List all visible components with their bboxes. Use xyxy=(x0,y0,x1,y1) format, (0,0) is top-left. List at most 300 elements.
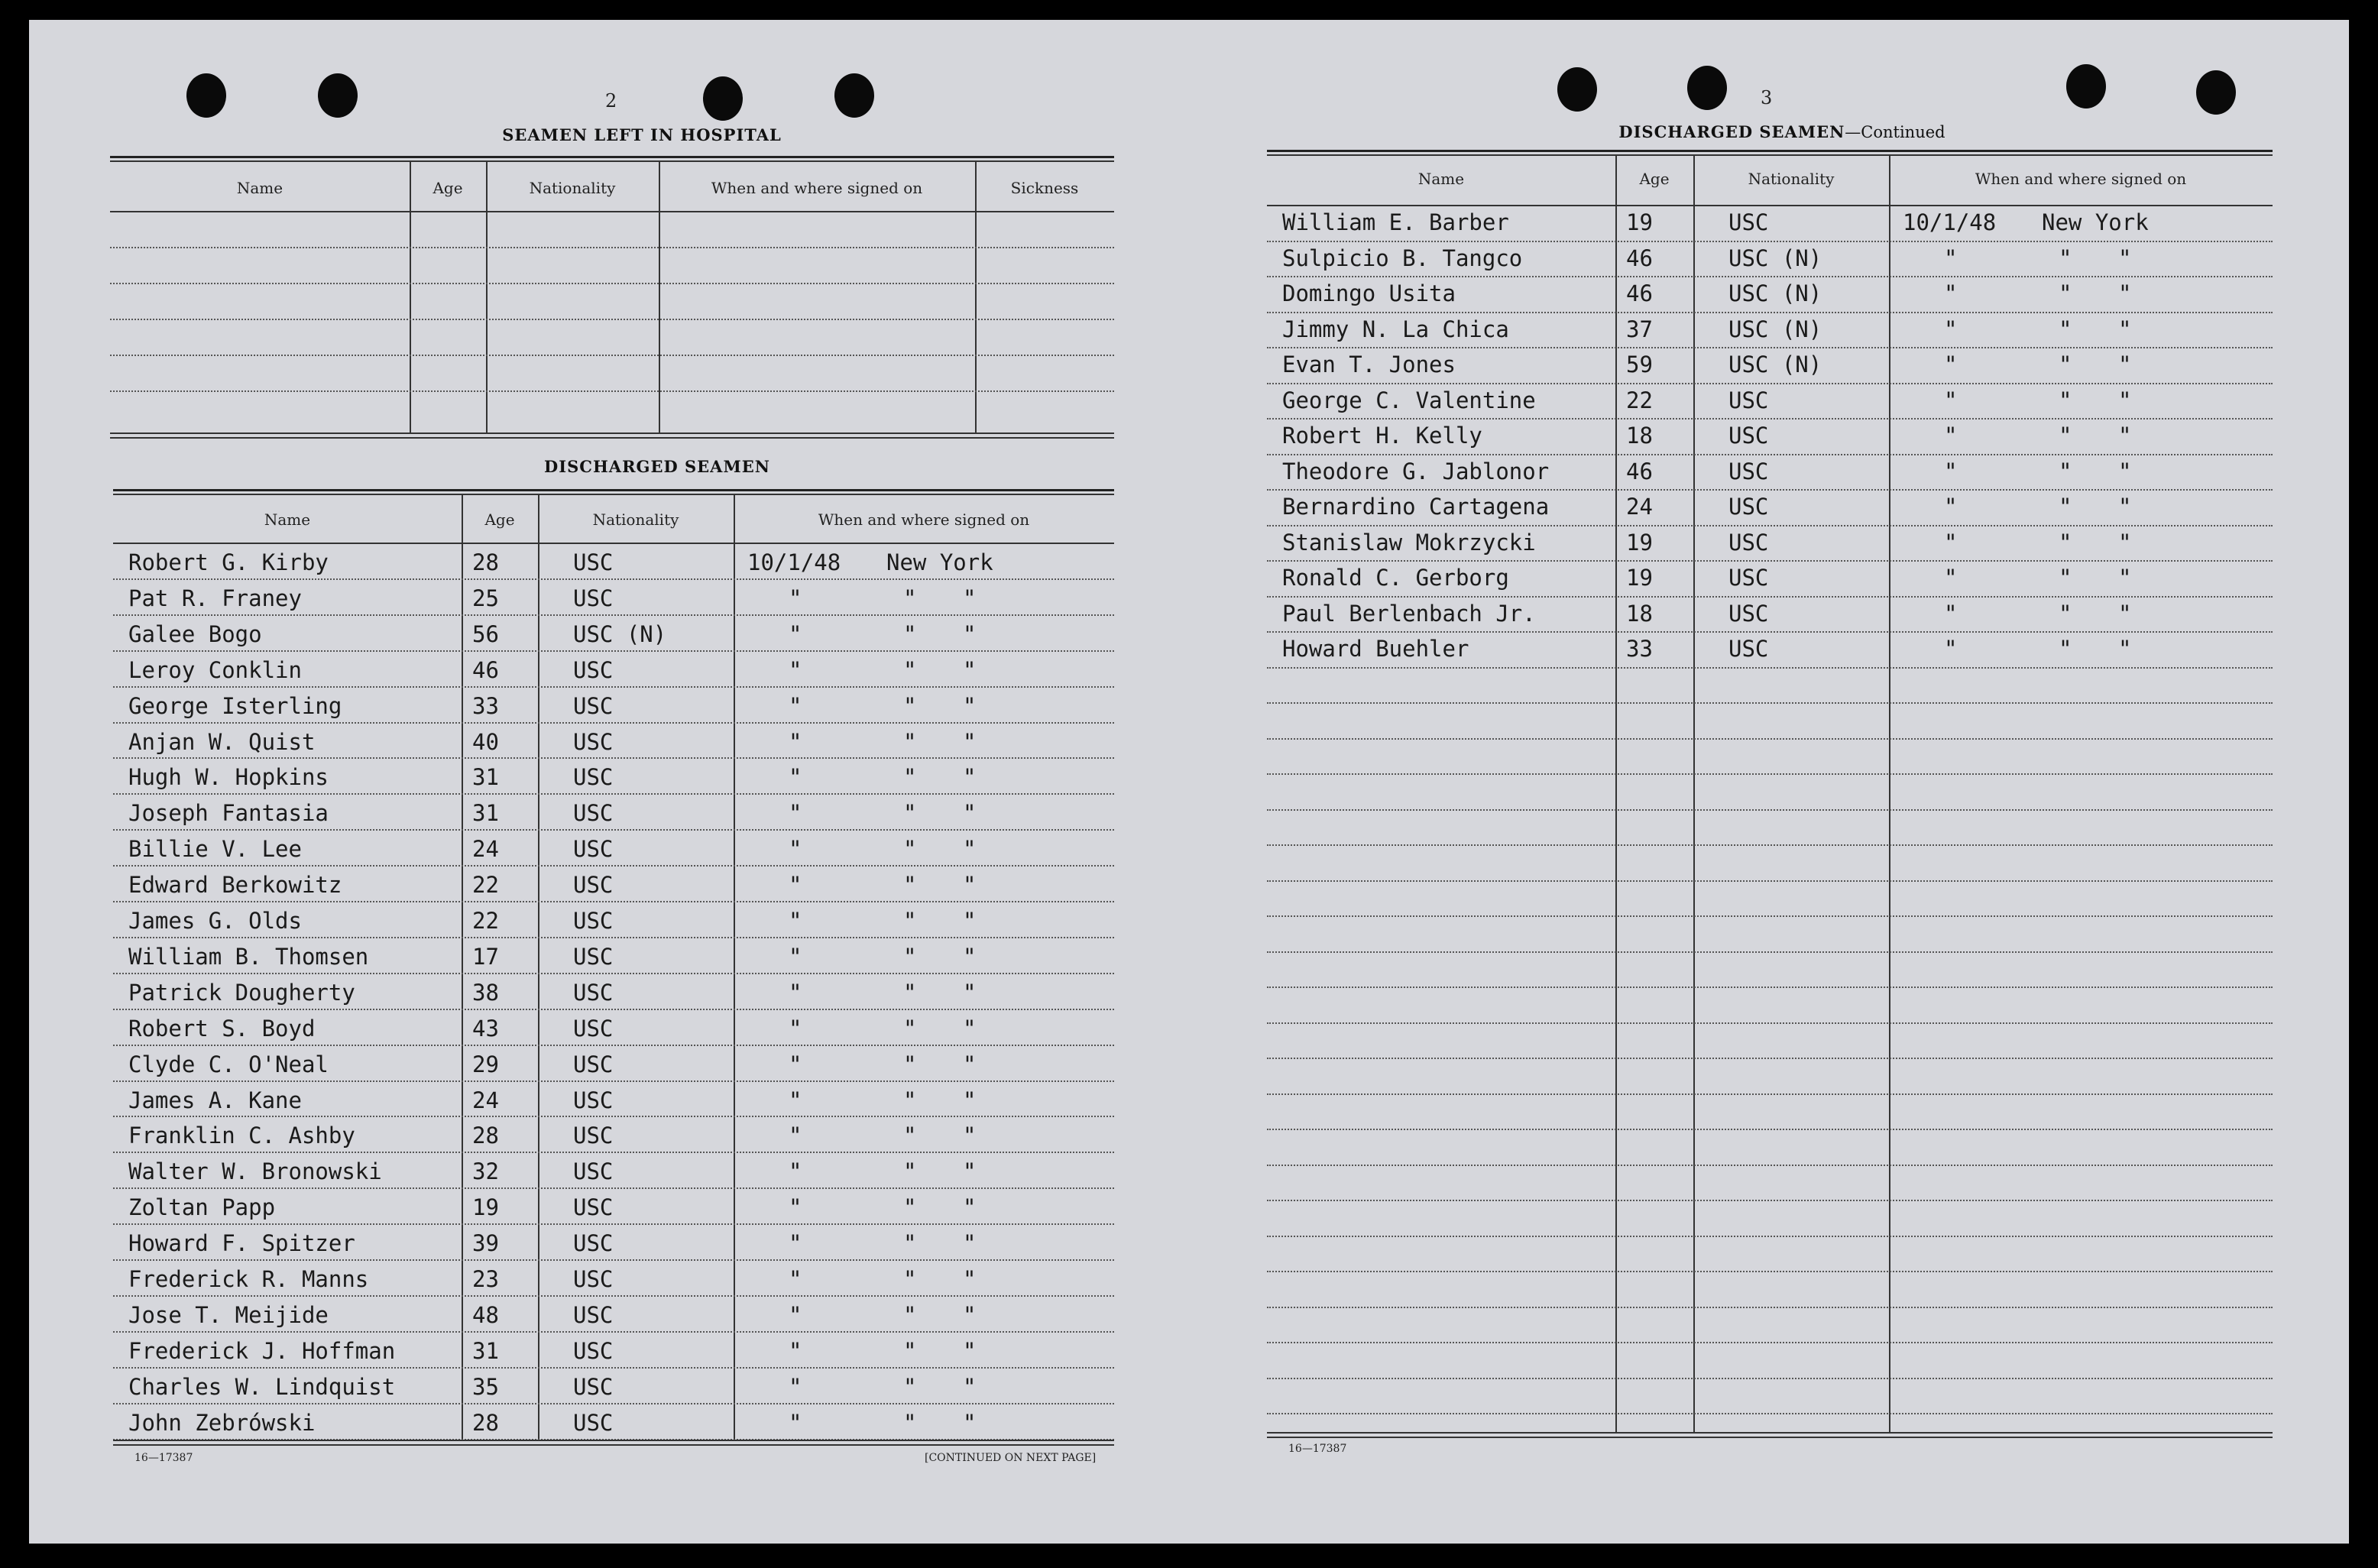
ditto-mark: " xyxy=(963,1230,977,1257)
row-rule xyxy=(1267,489,2273,492)
seaman-nationality: USC xyxy=(1728,529,1769,556)
discharged-cont-title-suffix: —Continued xyxy=(1845,123,1945,141)
row-rule xyxy=(113,1367,1114,1370)
ditto-mark: " xyxy=(2118,600,2132,627)
seaman-name: James A. Kane xyxy=(128,1087,302,1113)
seaman-age: 59 xyxy=(1626,352,1653,377)
signed-on-place: " xyxy=(903,1051,917,1077)
table-header-rule xyxy=(1267,205,2273,206)
signed-on-date: " xyxy=(1944,352,1958,377)
seaman-nationality: USC xyxy=(573,764,614,791)
punch-hole xyxy=(1557,67,1597,112)
seaman-age: 39 xyxy=(472,1230,499,1257)
seaman-age: 28 xyxy=(472,549,499,575)
row-rule xyxy=(113,1009,1114,1012)
row-rule xyxy=(113,578,1114,582)
seaman-nationality: USC xyxy=(573,728,614,755)
seaman-nationality: USC xyxy=(573,800,614,827)
row-rule xyxy=(110,247,1114,250)
signed-on-place: " xyxy=(2059,245,2072,271)
ditto-mark: " xyxy=(2118,529,2132,556)
seaman-age: 48 xyxy=(472,1301,499,1328)
row-rule xyxy=(110,355,1114,358)
ditto-mark: " xyxy=(963,620,977,647)
table-top-rule xyxy=(1267,150,2273,152)
page-number: 2 xyxy=(605,90,617,112)
signed-on-place: " xyxy=(903,979,917,1006)
table-bottom-rule-inner xyxy=(1267,1437,2273,1438)
signed-on-date: 10/1/48 xyxy=(747,549,841,575)
seaman-age: 31 xyxy=(472,800,499,827)
punch-hole xyxy=(318,73,358,118)
signed-on-date: " xyxy=(1944,245,1958,271)
row-rule xyxy=(1267,773,2273,776)
punch-hole xyxy=(1687,66,1727,110)
row-rule xyxy=(113,973,1114,976)
seaman-age: 46 xyxy=(1626,245,1653,271)
signed-on-place: " xyxy=(903,1015,917,1042)
signed-on-place: " xyxy=(903,943,917,970)
signed-on-place: " xyxy=(903,1337,917,1364)
row-rule xyxy=(113,937,1114,940)
ditto-mark: " xyxy=(963,1158,977,1185)
column-header-age: Age xyxy=(484,510,515,529)
page-number: 3 xyxy=(1761,87,1773,109)
ditto-mark: " xyxy=(2118,352,2132,377)
signed-on-place: " xyxy=(2059,494,2072,520)
signed-on-place: " xyxy=(2059,316,2072,342)
row-rule xyxy=(1267,383,2273,386)
table-top-rule-inner xyxy=(113,494,1114,495)
punch-hole xyxy=(834,73,874,118)
signed-on-date: " xyxy=(789,1194,802,1221)
seaman-nationality: USC xyxy=(573,1158,614,1185)
row-rule xyxy=(113,829,1114,832)
seaman-age: 18 xyxy=(1626,600,1653,627)
signed-on-place: " xyxy=(2059,565,2072,591)
seaman-name: Frederick R. Manns xyxy=(128,1266,369,1292)
seaman-name: Sulpicio B. Tangco xyxy=(1282,245,1523,271)
row-rule xyxy=(1267,1129,2273,1132)
signed-on-date: " xyxy=(789,908,802,934)
continued-note: [CONTINUED ON NEXT PAGE] xyxy=(925,1452,1097,1464)
seaman-age: 28 xyxy=(472,1123,499,1149)
row-rule xyxy=(113,686,1114,689)
table-bottom-rule-inner xyxy=(113,1444,1114,1446)
signed-on-place: " xyxy=(2059,458,2072,484)
seaman-age: 19 xyxy=(472,1194,499,1221)
row-rule xyxy=(1267,1165,2273,1168)
ditto-mark: " xyxy=(2118,494,2132,520)
row-rule xyxy=(1267,915,2273,918)
seaman-name: Pat R. Franey xyxy=(128,585,302,611)
seaman-name: Jose T. Meijide xyxy=(128,1301,329,1328)
seaman-age: 37 xyxy=(1626,316,1653,342)
signed-on-place: " xyxy=(903,620,917,647)
signed-on-date: " xyxy=(789,692,802,719)
seaman-name: Charles W. Lindquist xyxy=(128,1373,396,1400)
signed-on-place: " xyxy=(903,1123,917,1149)
row-rule xyxy=(1267,809,2273,812)
signed-on-place: " xyxy=(903,1266,917,1292)
punch-hole xyxy=(2196,70,2236,115)
seaman-name: Franklin C. Ashby xyxy=(128,1123,355,1149)
row-rule xyxy=(113,1187,1114,1191)
signed-on-date: " xyxy=(789,979,802,1006)
ditto-mark: " xyxy=(2118,245,2132,271)
row-rule xyxy=(113,650,1114,653)
signed-on-place: " xyxy=(903,1194,917,1221)
signed-on-place: " xyxy=(2059,352,2072,377)
seaman-name: William E. Barber xyxy=(1282,209,1509,235)
ditto-mark: " xyxy=(2118,458,2132,484)
ditto-mark: " xyxy=(963,692,977,719)
signed-on-date: " xyxy=(789,1337,802,1364)
seaman-name: Edward Berkowitz xyxy=(128,872,342,899)
seaman-nationality: USC xyxy=(573,1051,614,1077)
signed-on-date: " xyxy=(789,1230,802,1257)
seaman-age: 18 xyxy=(1626,423,1653,449)
row-rule xyxy=(1267,631,2273,634)
seaman-age: 31 xyxy=(472,1337,499,1364)
column-header-nationality: Nationality xyxy=(529,179,616,197)
seaman-nationality: USC xyxy=(1728,423,1769,449)
signed-on-date: " xyxy=(789,1301,802,1328)
signed-on-date: " xyxy=(1944,529,1958,556)
seaman-name: Leroy Conklin xyxy=(128,656,302,683)
ditto-mark: " xyxy=(2118,565,2132,591)
row-rule xyxy=(113,757,1114,760)
seaman-nationality: USC xyxy=(573,1123,614,1149)
signed-on-place: " xyxy=(903,1087,917,1113)
seaman-name: Ronald C. Gerborg xyxy=(1282,565,1509,591)
signed-on-date: " xyxy=(1944,280,1958,306)
signed-on-date: " xyxy=(1944,600,1958,627)
seaman-name: Anjan W. Quist xyxy=(128,728,316,755)
row-rule xyxy=(1267,1093,2273,1097)
seaman-age: 33 xyxy=(1626,636,1653,662)
seaman-name: Zoltan Papp xyxy=(128,1194,276,1221)
seaman-nationality: USC xyxy=(573,1194,614,1221)
column-header-name: Name xyxy=(236,179,283,197)
signed-on-place: " xyxy=(903,764,917,791)
signed-on-date: " xyxy=(789,585,802,611)
signed-on-date: " xyxy=(789,1373,802,1400)
column-header-name: Name xyxy=(264,510,311,529)
seaman-nationality: USC (N) xyxy=(573,620,667,647)
column-header-when-and-where-signed-on: When and where signed on xyxy=(818,510,1030,529)
row-rule xyxy=(1267,1271,2273,1274)
seaman-name: Paul Berlenbach Jr. xyxy=(1282,600,1536,627)
seaman-nationality: USC xyxy=(573,1301,614,1328)
signed-on-place: " xyxy=(2059,529,2072,556)
discharged-title: DISCHARGED SEAMEN xyxy=(544,457,770,476)
row-rule xyxy=(1267,1413,2273,1416)
seaman-name: Domingo Usita xyxy=(1282,280,1456,306)
signed-on-place: " xyxy=(2059,423,2072,449)
seaman-name: James G. Olds xyxy=(128,908,302,934)
signed-on-place: " xyxy=(2059,636,2072,662)
column-header-when-and-where-signed-on: When and where signed on xyxy=(711,179,923,197)
ditto-mark: " xyxy=(963,764,977,791)
row-rule xyxy=(113,1259,1114,1262)
signed-on-place: " xyxy=(903,836,917,863)
row-rule xyxy=(113,1080,1114,1084)
seaman-name: Patrick Dougherty xyxy=(128,979,355,1006)
seaman-name: Robert H. Kelly xyxy=(1282,423,1482,449)
seaman-age: 22 xyxy=(472,908,499,934)
seaman-age: 25 xyxy=(472,585,499,611)
column-header-sickness: Sickness xyxy=(1010,179,1079,197)
signed-on-date: " xyxy=(789,872,802,899)
seaman-nationality: USC xyxy=(1728,209,1769,235)
signed-on-place: " xyxy=(903,656,917,683)
row-rule xyxy=(1267,560,2273,563)
seaman-name: Clyde C. O'Neal xyxy=(128,1051,329,1077)
seaman-age: 46 xyxy=(1626,458,1653,484)
table-header-rule xyxy=(110,211,1114,212)
seaman-nationality: USC xyxy=(573,1230,614,1257)
signed-on-place: " xyxy=(903,1373,917,1400)
signed-on-date: " xyxy=(789,728,802,755)
ditto-mark: " xyxy=(963,585,977,611)
signed-on-place: " xyxy=(903,1230,917,1257)
row-rule xyxy=(1267,1307,2273,1310)
seaman-nationality: USC xyxy=(573,836,614,863)
ditto-mark: " xyxy=(963,1337,977,1364)
seaman-nationality: USC xyxy=(573,979,614,1006)
seaman-name: Robert G. Kirby xyxy=(128,549,329,575)
ditto-mark: " xyxy=(963,908,977,934)
signed-on-date: " xyxy=(1944,565,1958,591)
row-rule xyxy=(1267,1022,2273,1025)
row-rule xyxy=(1267,596,2273,599)
row-rule xyxy=(113,614,1114,617)
seaman-age: 29 xyxy=(472,1051,499,1077)
seaman-name: Jimmy N. La Chica xyxy=(1282,316,1509,342)
seaman-age: 19 xyxy=(1626,565,1653,591)
signed-on-place: " xyxy=(903,1301,917,1328)
ditto-mark: " xyxy=(963,1051,977,1077)
seaman-age: 19 xyxy=(1626,209,1653,235)
row-rule xyxy=(1267,454,2273,457)
row-rule xyxy=(110,283,1114,286)
row-rule xyxy=(113,901,1114,904)
punch-hole xyxy=(2066,64,2106,109)
row-rule xyxy=(113,1152,1114,1155)
signed-on-place: " xyxy=(903,692,917,719)
signed-on-date: " xyxy=(789,1409,802,1436)
row-rule xyxy=(1267,738,2273,741)
hospital-title: SEAMEN LEFT IN HOSPITAL xyxy=(502,125,782,144)
seaman-name: Billie V. Lee xyxy=(128,836,302,863)
ditto-mark: " xyxy=(963,836,977,863)
form-number: 16—17387 xyxy=(134,1452,193,1464)
column-header-name: Name xyxy=(1417,170,1465,188)
seaman-nationality: USC xyxy=(573,1373,614,1400)
seaman-nationality: USC xyxy=(573,1409,614,1436)
table-header-rule xyxy=(113,543,1114,544)
signed-on-date: " xyxy=(789,836,802,863)
seaman-name: John Zebrówski xyxy=(128,1409,316,1436)
table-top-rule xyxy=(110,156,1114,158)
seaman-nationality: USC (N) xyxy=(1728,245,1822,271)
seaman-name: George C. Valentine xyxy=(1282,387,1536,413)
seaman-name: Robert S. Boyd xyxy=(128,1015,316,1042)
signed-on-date: " xyxy=(789,1087,802,1113)
seaman-age: 22 xyxy=(472,872,499,899)
ditto-mark: " xyxy=(963,1123,977,1149)
seaman-age: 43 xyxy=(472,1015,499,1042)
seaman-name: Theodore G. Jablonor xyxy=(1282,458,1550,484)
column-header-age: Age xyxy=(433,179,463,197)
ditto-mark: " xyxy=(963,1194,977,1221)
form-number: 16—17387 xyxy=(1288,1443,1347,1455)
row-rule xyxy=(113,865,1114,868)
signed-on-date: " xyxy=(789,656,802,683)
seaman-age: 40 xyxy=(472,728,499,755)
seaman-nationality: USC (N) xyxy=(1728,316,1822,342)
signed-on-date: " xyxy=(789,1266,802,1292)
signed-on-place: New York xyxy=(886,549,993,575)
signed-on-date: " xyxy=(1944,387,1958,413)
ditto-mark: " xyxy=(963,1373,977,1400)
punch-hole xyxy=(703,76,743,121)
signed-on-date: " xyxy=(789,620,802,647)
ditto-mark: " xyxy=(963,656,977,683)
ditto-mark: " xyxy=(963,800,977,827)
row-rule xyxy=(1267,1058,2273,1061)
table-bottom-rule xyxy=(113,1440,1114,1441)
seaman-age: 46 xyxy=(472,656,499,683)
seaman-age: 33 xyxy=(472,692,499,719)
seaman-nationality: USC xyxy=(573,656,614,683)
row-rule xyxy=(113,722,1114,725)
signed-on-place: " xyxy=(903,872,917,899)
column-header-when-and-where-signed-on: When and where signed on xyxy=(1975,170,2187,188)
document-sheet xyxy=(29,20,2349,1544)
seaman-nationality: USC xyxy=(573,1266,614,1292)
row-rule xyxy=(113,1116,1114,1119)
signed-on-place: New York xyxy=(2042,209,2149,235)
signed-on-date: " xyxy=(1944,458,1958,484)
ditto-mark: " xyxy=(2118,387,2132,413)
row-rule xyxy=(1267,418,2273,421)
row-rule xyxy=(1267,312,2273,315)
seaman-name: Joseph Fantasia xyxy=(128,800,329,827)
seaman-nationality: USC xyxy=(1728,494,1769,520)
seaman-age: 24 xyxy=(472,1087,499,1113)
seaman-nationality: USC xyxy=(1728,458,1769,484)
seaman-age: 38 xyxy=(472,979,499,1006)
column-header-nationality: Nationality xyxy=(592,510,679,529)
seaman-age: 56 xyxy=(472,620,499,647)
signed-on-date: 10/1/48 xyxy=(1903,209,1997,235)
row-rule xyxy=(113,1331,1114,1334)
seaman-nationality: USC xyxy=(1728,387,1769,413)
signed-on-place: " xyxy=(903,1409,917,1436)
signed-on-place: " xyxy=(903,1158,917,1185)
table-top-rule-inner xyxy=(1267,154,2273,156)
row-rule xyxy=(110,390,1114,394)
signed-on-date: " xyxy=(1944,636,1958,662)
row-rule xyxy=(1267,241,2273,244)
seaman-name: William B. Thomsen xyxy=(128,943,369,970)
seaman-age: 31 xyxy=(472,764,499,791)
ditto-mark: " xyxy=(2118,280,2132,306)
ditto-mark: " xyxy=(2118,316,2132,342)
seaman-nationality: USC (N) xyxy=(1728,280,1822,306)
signed-on-place: " xyxy=(2059,280,2072,306)
seaman-name: Frederick J. Hoffman xyxy=(128,1337,396,1364)
signed-on-date: " xyxy=(789,943,802,970)
signed-on-date: " xyxy=(789,764,802,791)
seaman-nationality: USC xyxy=(573,585,614,611)
table-bottom-rule xyxy=(1267,1432,2273,1434)
seaman-name: George Isterling xyxy=(128,692,342,719)
seaman-name: Bernardino Cartagena xyxy=(1282,494,1550,520)
row-rule xyxy=(113,793,1114,796)
seaman-age: 35 xyxy=(472,1373,499,1400)
row-rule xyxy=(1267,347,2273,350)
seaman-nationality: USC xyxy=(1728,565,1769,591)
signed-on-date: " xyxy=(789,800,802,827)
column-header-age: Age xyxy=(1639,170,1670,188)
ditto-mark: " xyxy=(2118,636,2132,662)
ditto-mark: " xyxy=(963,728,977,755)
ditto-mark: " xyxy=(963,979,977,1006)
seaman-nationality: USC xyxy=(573,1087,614,1113)
signed-on-date: " xyxy=(789,1158,802,1185)
ditto-mark: " xyxy=(963,1266,977,1292)
seaman-nationality: USC xyxy=(1728,600,1769,627)
signed-on-date: " xyxy=(1944,494,1958,520)
row-rule xyxy=(1267,1236,2273,1239)
row-rule xyxy=(1267,276,2273,279)
row-rule xyxy=(1267,844,2273,847)
row-rule xyxy=(1267,986,2273,990)
seaman-age: 24 xyxy=(472,836,499,863)
seaman-nationality: USC xyxy=(573,692,614,719)
row-rule xyxy=(110,319,1114,322)
seaman-age: 17 xyxy=(472,943,499,970)
seaman-age: 24 xyxy=(1626,494,1653,520)
column-header-nationality: Nationality xyxy=(1748,170,1835,188)
seaman-name: Howard Buehler xyxy=(1282,636,1469,662)
ditto-mark: " xyxy=(963,1409,977,1436)
discharged-cont-title-main: DISCHARGED SEAMEN xyxy=(1618,122,1845,141)
signed-on-date: " xyxy=(1944,316,1958,342)
row-rule xyxy=(1267,525,2273,528)
seaman-name: Walter W. Bronowski xyxy=(128,1158,382,1185)
seaman-age: 32 xyxy=(472,1158,499,1185)
seaman-nationality: USC xyxy=(573,908,614,934)
signed-on-place: " xyxy=(903,728,917,755)
table-top-rule xyxy=(113,489,1114,491)
row-rule xyxy=(1267,880,2273,883)
seaman-age: 28 xyxy=(472,1409,499,1436)
signed-on-date: " xyxy=(789,1123,802,1149)
seaman-nationality: USC xyxy=(573,1337,614,1364)
row-rule xyxy=(1267,1200,2273,1203)
ditto-mark: " xyxy=(2118,423,2132,449)
signed-on-place: " xyxy=(903,585,917,611)
seaman-nationality: USC (N) xyxy=(1728,352,1822,377)
row-rule xyxy=(1267,1378,2273,1381)
seaman-nationality: USC xyxy=(573,1015,614,1042)
ditto-mark: " xyxy=(963,872,977,899)
seaman-name: Howard F. Spitzer xyxy=(128,1230,355,1257)
